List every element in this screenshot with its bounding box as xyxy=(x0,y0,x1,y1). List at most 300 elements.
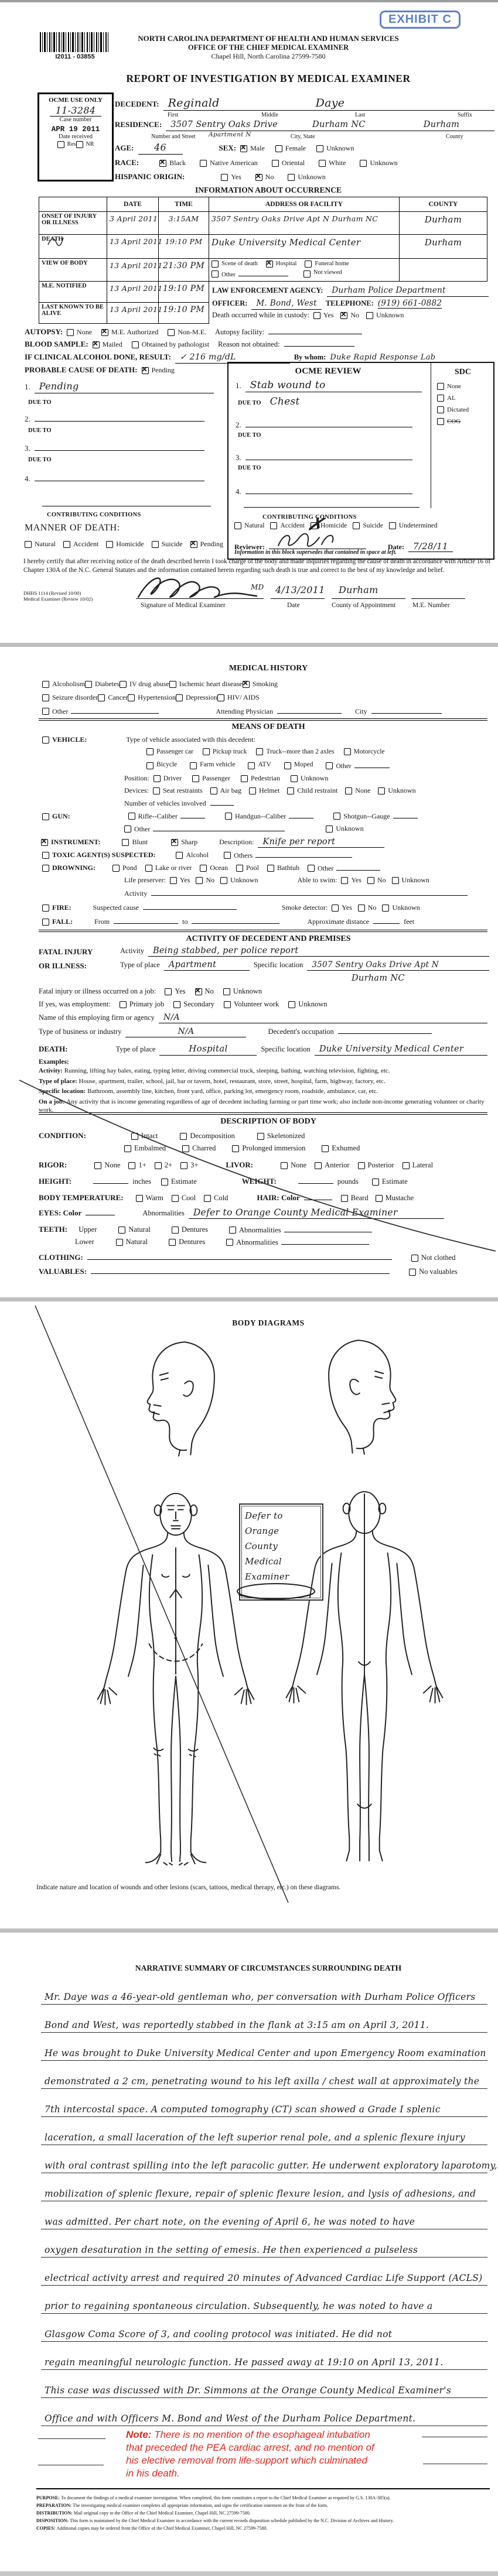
business-label: Type of business or industry xyxy=(39,1027,122,1036)
narrative-ruled-line xyxy=(41,2061,487,2089)
checkbox xyxy=(288,1001,295,1008)
checkbox-label: Unknown xyxy=(401,876,429,884)
num-vehicles-line xyxy=(210,799,234,806)
sex-checks xyxy=(240,144,354,153)
checkbox-label: Cold xyxy=(214,1194,228,1202)
checkbox-label: Secondary xyxy=(183,1000,215,1008)
residence-county-value: Durham xyxy=(423,120,460,129)
checkbox-item xyxy=(124,824,285,834)
pounds-label: pounds xyxy=(337,1177,359,1186)
form-number-line1: DHHS 1114 (Revised 10/00) xyxy=(23,590,81,596)
blank-line xyxy=(281,1238,369,1245)
fatal-activity-value: Being stabbed, per police report xyxy=(152,946,299,955)
officer-row xyxy=(212,298,489,310)
checkbox-label: No xyxy=(350,311,360,319)
checkbox-item xyxy=(118,1225,150,1235)
checkbox-label: None xyxy=(447,383,461,390)
checkbox xyxy=(94,1162,101,1169)
teeth-upper-checks xyxy=(118,1225,371,1235)
handwritten-line: Medical xyxy=(245,1556,282,1567)
sublabel-last: Last xyxy=(355,112,366,118)
checkbox xyxy=(155,1162,162,1169)
checkbox xyxy=(136,1195,143,1202)
checkbox-item xyxy=(315,1161,349,1170)
checkbox-item xyxy=(224,1000,279,1009)
specific-location-label: Specific location xyxy=(253,961,303,969)
checkbox-item xyxy=(76,141,94,148)
residence-city-value: Durham NC xyxy=(312,120,366,129)
checkbox-item xyxy=(392,876,429,885)
checkbox-item xyxy=(255,173,274,181)
teeth-label: TEETH: xyxy=(39,1225,68,1234)
checkbox-label: Unknown xyxy=(230,876,258,884)
occ-last-date: 13 April 2011 xyxy=(110,305,163,314)
checkbox-item xyxy=(192,774,230,783)
ocme-review-heading: OCME REVIEW xyxy=(295,366,361,376)
checkbox xyxy=(291,775,298,782)
checkbox xyxy=(98,694,105,701)
checkbox-label: Mailed xyxy=(102,340,122,348)
instrument-desc-label: Description: xyxy=(219,838,254,846)
occ-view-date: 13 April 2011 xyxy=(110,261,163,270)
no-valuables-check xyxy=(409,1268,458,1276)
checkbox xyxy=(243,681,250,688)
smoke-detector-label: Smoke detector: xyxy=(281,903,328,912)
review-dueto1-value: Chest xyxy=(270,396,300,407)
checkbox-item xyxy=(367,876,386,885)
checkbox-label: Oriental xyxy=(281,159,305,167)
devices-checks xyxy=(153,786,416,795)
handwritten-x-mark: ✗ xyxy=(305,512,326,537)
eyes-label: EYES: Color xyxy=(39,1208,82,1217)
checkbox xyxy=(93,341,100,348)
teeth-upper-label: Upper xyxy=(79,1225,97,1234)
checkbox-item xyxy=(154,774,182,783)
toxic-checks xyxy=(176,851,352,860)
checkbox-item xyxy=(326,761,389,770)
checkbox xyxy=(256,748,263,755)
height-label: HEIGHT: xyxy=(39,1177,72,1186)
drowning-row xyxy=(42,864,380,873)
review-line1 xyxy=(236,379,422,392)
age-value: 46 xyxy=(154,142,166,153)
checkbox-label: FALL: xyxy=(52,917,73,926)
narrative-text: with oral contrast spilling into the left paracolic gutter. He underwent exploratory laparotomy, xyxy=(45,2160,497,2171)
narrative-ruled-line xyxy=(41,2286,487,2314)
pcod-dueto3: DUE TO xyxy=(28,457,52,463)
checkbox xyxy=(353,522,360,529)
checkbox-item xyxy=(378,786,415,795)
checkbox-item xyxy=(210,786,241,795)
checkbox-item xyxy=(358,1161,394,1170)
review-line4 xyxy=(236,487,412,496)
checkbox-label: HIV/ AIDS xyxy=(227,693,260,701)
checkbox-item xyxy=(270,522,305,529)
fatal-injury-label1: FATAL INJURY xyxy=(39,947,93,956)
checkbox xyxy=(182,1145,189,1152)
death-type-label: Type of place xyxy=(115,1045,156,1053)
checkbox xyxy=(146,762,154,769)
checkbox-item xyxy=(341,876,361,885)
checkbox-item xyxy=(204,1194,228,1203)
checkbox-item xyxy=(146,761,177,770)
occ-onset-date: 3 April 2011 xyxy=(110,214,158,223)
narrative-text: laceration, a small laceration of the left superior renal pole, and a splenic flexure injury xyxy=(45,2132,465,2143)
checkbox xyxy=(169,681,176,688)
occ-header-blank xyxy=(39,197,107,212)
type-of-place-value: Apartment xyxy=(168,960,217,970)
checkbox-label: Dentures xyxy=(181,1225,208,1234)
definition-row xyxy=(36,2510,491,2516)
checkbox xyxy=(319,160,326,167)
checkbox-label: Depression xyxy=(185,693,217,701)
checkbox xyxy=(153,787,160,794)
checkbox-item xyxy=(42,851,155,859)
history-other-check xyxy=(42,707,159,716)
rigor-livor-row xyxy=(39,1160,433,1170)
date-label: Date xyxy=(287,602,300,609)
narrative-ruled-line xyxy=(41,2033,487,2061)
checkbox-label: Child restraint xyxy=(297,786,338,794)
checkbox-item xyxy=(142,366,175,375)
checkbox xyxy=(128,1162,135,1169)
checkbox-item xyxy=(94,1161,120,1170)
checkbox xyxy=(192,775,199,782)
contrib-label: CONTRIBUTING CONDITIONS xyxy=(47,512,141,518)
checkbox xyxy=(67,329,74,336)
checkbox xyxy=(315,1162,322,1169)
checkbox-label: Res xyxy=(67,141,76,148)
checkbox-item xyxy=(168,328,206,337)
teeth-upper-row xyxy=(39,1225,372,1235)
checkbox xyxy=(131,1133,138,1140)
checkbox-item xyxy=(345,786,370,795)
teeth-lower-row xyxy=(39,1238,369,1247)
narrative-text: He was brought to Duke University Medical Center and upon Emergency Room examination xyxy=(45,2048,486,2058)
checkbox xyxy=(172,1195,179,1202)
case-number-label: Case number xyxy=(59,117,92,123)
narrative-ruled-line xyxy=(41,2201,487,2229)
checkbox xyxy=(225,813,232,820)
blank-line xyxy=(393,811,418,818)
hair-checks xyxy=(341,1194,414,1203)
examples-list xyxy=(39,1067,489,1116)
annotation-note-line2: that preceded the PEA cardiac arrest, and no mention of xyxy=(126,2442,374,2453)
checkbox xyxy=(249,787,256,794)
checkbox xyxy=(120,681,127,688)
checkbox-label: Unknown xyxy=(326,144,354,152)
reason-line xyxy=(284,340,354,347)
checkbox-item xyxy=(217,693,260,702)
checkbox xyxy=(217,694,224,701)
hispanic-label: HISPANIC ORIGIN: xyxy=(115,172,185,181)
checkbox-label: Blunt xyxy=(132,838,148,846)
livor-label: LIVOR: xyxy=(226,1160,254,1169)
fall-distance-label: Approximate distance xyxy=(307,917,370,926)
death-specific-value: Duke University Medical Center xyxy=(319,1044,464,1054)
sublabel-county: County xyxy=(446,133,463,140)
review-line2-blank xyxy=(245,420,412,427)
checkbox-label: None xyxy=(355,786,371,794)
narrative-heading: NARRATIVE SUMMARY OF CIRCUMSTANCES SURROUNDING DEATH xyxy=(135,1964,402,1972)
checkbox xyxy=(392,877,399,884)
definition-text: Additional copies may be ordered from the Office of the Chief Medical Examiner, Chapel Hill, NC 27599-7580. xyxy=(56,2526,268,2531)
checkbox-item xyxy=(272,159,305,167)
position-label: Position: xyxy=(124,774,149,782)
narrative-ruled-line xyxy=(41,2145,497,2173)
checkbox xyxy=(403,1162,410,1169)
checkbox xyxy=(287,787,294,794)
fire-cause-label: Suspected cause xyxy=(93,903,139,912)
fall-distance-line xyxy=(373,917,400,924)
job-label: Fatal injury or illness occurred on a job: xyxy=(39,987,156,995)
firm-value: N/A xyxy=(163,1013,180,1022)
checkbox-label: DROWNING: xyxy=(52,864,95,872)
checkbox-label: Ischemic heart disease xyxy=(179,680,243,688)
diagrams-caption: Indicate nature and location of wounds and other lesions (scars, tattoos, medical therapy, etc.) on these diagrams. xyxy=(36,1884,341,1891)
pcod-number1: 1. xyxy=(25,382,30,391)
autopsy-facility-line xyxy=(268,327,362,334)
checkbox xyxy=(224,852,231,859)
checkbox-label: Volunteer work xyxy=(234,1000,279,1008)
me-number-label: M.E. Number xyxy=(412,602,450,609)
checkbox xyxy=(316,145,323,152)
checkbox xyxy=(171,839,178,846)
checkbox xyxy=(267,865,274,872)
checkbox xyxy=(42,694,49,701)
checkbox xyxy=(76,141,83,148)
checkbox-label: Shotgun--Gauge xyxy=(343,812,390,820)
occ-death-time: 19:10 PM xyxy=(165,237,203,246)
definition-row xyxy=(39,1087,489,1096)
checkbox-item xyxy=(229,1225,372,1235)
fatal-place-row xyxy=(120,960,489,971)
checkbox-label: VEHICLE: xyxy=(52,735,87,744)
reviewer-signature-line xyxy=(269,535,366,549)
blood-sample-label: BLOOD SAMPLE: xyxy=(25,340,88,348)
checkbox-item xyxy=(403,1161,433,1170)
checkbox xyxy=(221,174,228,181)
reviewer-date-value: 7/28/11 xyxy=(408,541,453,552)
vehicle-types-row1 xyxy=(146,748,385,755)
checkbox xyxy=(236,865,243,872)
checkbox-item xyxy=(241,774,280,783)
definition-label: PURPOSE: xyxy=(36,2495,61,2500)
checkbox-item xyxy=(101,328,158,337)
checkbox-label: Prolonged immersion xyxy=(242,1144,306,1152)
definition-text: House, apartment, trailer, school, jail, bar or tavern, hotel, restaurant, store, street, hospital, farm, highway, factory, etc. xyxy=(79,1077,386,1085)
not-clothed-check xyxy=(411,1253,456,1262)
checkbox xyxy=(180,1162,187,1169)
checkbox-item xyxy=(42,864,95,872)
checkbox-label: Alcoholism xyxy=(52,680,85,688)
checkbox-label: Handgun--Caliber xyxy=(234,812,286,820)
swim-label: Able to swim: xyxy=(297,876,337,884)
narrative-text: demonstrated a 2 cm, penetrating wound to his left axilla / chest wall at approximately the xyxy=(45,2076,480,2087)
checkbox-item xyxy=(409,1268,458,1276)
checkbox xyxy=(120,1001,127,1008)
checkbox-item xyxy=(25,540,56,549)
checkbox xyxy=(358,905,365,912)
checkbox xyxy=(360,160,367,167)
case-number-value: 11-3284 xyxy=(50,104,102,117)
clothing-label: CLOTHING: xyxy=(39,1253,83,1262)
checkbox-item xyxy=(257,1132,305,1140)
checkbox-item xyxy=(372,1177,408,1186)
checkbox-item xyxy=(85,680,120,688)
pcod-line3-blank xyxy=(35,444,204,451)
apartment-note: Apartment N xyxy=(209,131,251,138)
checkbox-label: No xyxy=(206,876,215,884)
checkbox-item xyxy=(249,786,279,795)
checkbox-item xyxy=(358,903,377,912)
specific-location-value: 3507 Sentry Oaks Drive Apt N xyxy=(312,960,439,970)
checkbox xyxy=(152,541,159,548)
review-number3: 3. xyxy=(236,453,241,462)
checkbox-label: Yes xyxy=(231,173,241,181)
death-type-value: Hospital xyxy=(189,1043,228,1054)
head-profile-left-diagram xyxy=(130,1337,219,1457)
occ-onset-address: 3507 Sentry Oaks Drive Apt N Durham NC xyxy=(212,214,378,223)
checkbox-item xyxy=(366,311,404,320)
checkbox-item xyxy=(437,418,469,425)
checkbox-item xyxy=(190,761,235,770)
checkbox-label: Native American xyxy=(210,159,258,167)
occ-onset-label: ONSET OF INJURY OR ILLNESS xyxy=(39,211,107,235)
checkbox xyxy=(122,839,129,846)
checkbox-label: White xyxy=(329,159,346,167)
instrument-row xyxy=(41,837,384,848)
checkbox xyxy=(176,694,183,701)
blank-line xyxy=(336,864,380,871)
checkbox-item xyxy=(437,406,469,413)
divider-1 xyxy=(39,718,487,721)
checkbox-item xyxy=(42,917,73,926)
review-line3 xyxy=(236,453,412,463)
checkbox xyxy=(106,541,113,548)
condition-label: CONDITION: xyxy=(39,1131,86,1140)
definition-label: Specific location: xyxy=(39,1088,88,1095)
checkbox xyxy=(169,1239,176,1246)
checkbox xyxy=(116,1239,123,1246)
attending-physician-label: Attending Physician xyxy=(216,707,273,715)
checkbox-label: Unknown xyxy=(298,173,326,181)
footer-block xyxy=(36,2495,491,2533)
checkbox xyxy=(112,865,120,872)
hair-color-line xyxy=(304,1193,332,1200)
checkbox-label: Anterior xyxy=(325,1161,350,1169)
checkbox-label: Unknown xyxy=(298,1000,328,1008)
checkbox-item xyxy=(180,1161,198,1170)
date-received-label: Date received xyxy=(58,133,93,140)
autopsy-label: AUTOPSY: xyxy=(25,327,63,336)
checkbox xyxy=(220,877,227,884)
condition-checks-row2 xyxy=(124,1144,360,1153)
checkbox-item xyxy=(376,1194,414,1203)
narrative-ruled-line xyxy=(41,2089,487,2117)
firm-row xyxy=(39,1013,487,1023)
temperature-row xyxy=(39,1193,414,1203)
checkbox xyxy=(42,737,49,744)
checkbox-label: Natural xyxy=(244,522,265,529)
business-row xyxy=(39,1027,487,1037)
specific-location-value2: Durham NC xyxy=(352,974,405,983)
checkbox-item xyxy=(212,269,288,278)
residence-street-value: 3507 Sentry Oaks Drive xyxy=(170,120,278,129)
checkbox xyxy=(124,825,131,833)
narrative-text: Mr. Daye was a 46-year-old gentleman who, per conversation with Durham Police Officers xyxy=(45,1992,476,2002)
checkbox xyxy=(332,905,339,912)
review-number4: 4. xyxy=(236,487,241,496)
checkbox-item xyxy=(305,261,349,268)
checkbox-label: Exhumed xyxy=(332,1144,360,1152)
blank-line xyxy=(354,761,390,768)
checkbox xyxy=(248,762,255,769)
reviewer-label: Reviewer: xyxy=(234,543,265,551)
checkbox-item xyxy=(288,1000,327,1009)
checkbox xyxy=(196,877,203,884)
review-dueto1-label: DUE TO xyxy=(238,400,261,406)
sublabel-middle: Middle xyxy=(261,112,278,118)
narrative-ruled-line xyxy=(41,2342,487,2370)
checkbox-label: Other xyxy=(336,763,352,770)
valuables-label: VALUABLES: xyxy=(39,1267,87,1276)
firm-label: Name of this employing firm or agency xyxy=(39,1013,155,1022)
checkbox xyxy=(42,905,49,912)
checkbox xyxy=(212,270,219,278)
fall-from-line xyxy=(114,917,178,924)
checkbox-label: Alcohol xyxy=(186,851,209,859)
checkbox-item xyxy=(288,173,325,181)
checkbox-label: None xyxy=(291,1161,307,1169)
eyes-row xyxy=(39,1207,444,1219)
checkbox xyxy=(42,919,49,926)
bywhom-value: Duke Rapid Response Lab xyxy=(330,353,436,362)
checkbox-item xyxy=(120,680,169,688)
divider-3 xyxy=(39,1112,487,1115)
narrative-ruled-line xyxy=(41,2117,487,2145)
checkbox-label: Female xyxy=(285,144,306,152)
checkbox-label: Cool xyxy=(181,1194,196,1202)
checkbox-label: Dentures xyxy=(179,1238,206,1246)
checkbox xyxy=(161,1179,168,1186)
ocme-use-only-box xyxy=(37,93,114,181)
res-nr-checks xyxy=(39,141,112,148)
occ-onset-time: 3:15AM xyxy=(168,214,199,223)
handwritten-line: County xyxy=(245,1541,278,1551)
history-city-line xyxy=(371,707,442,714)
checkbox xyxy=(376,1195,383,1202)
checkbox xyxy=(145,865,152,872)
checkbox xyxy=(232,1145,239,1152)
definition-label: Activity: xyxy=(39,1067,64,1074)
teeth-lower-label: Lower xyxy=(75,1238,94,1246)
checkbox-label: Bicycle xyxy=(156,761,178,768)
pcod-line1-value: Pending xyxy=(39,381,79,392)
ocme-review-box xyxy=(227,362,494,560)
checkbox xyxy=(223,988,230,995)
pcod-dueto1: DUE TO xyxy=(28,399,52,406)
condition-checks-row1 xyxy=(131,1132,305,1140)
checkbox-item xyxy=(287,786,337,795)
num-vehicles-row xyxy=(124,799,234,808)
checkbox-label: Yes xyxy=(342,903,352,912)
barcode-label: I2011 - 03855 xyxy=(55,53,95,60)
checkbox xyxy=(195,988,202,995)
checkbox-item xyxy=(170,876,190,885)
checkbox-item xyxy=(42,735,87,744)
death-specific-label: Specific location xyxy=(261,1045,311,1053)
